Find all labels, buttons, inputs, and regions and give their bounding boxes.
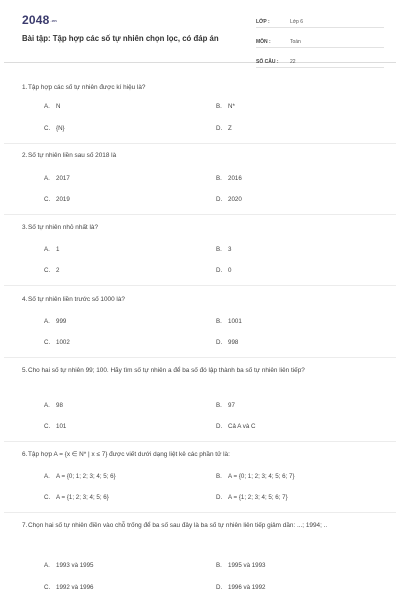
worksheet-page: 2048.vn Bài tập: Tập hợp các số tự nhiên chọn lọc, có đáp án LỚP : Lớp 6 MÔN : Toán SỐ CÂU : 22 1. Tập hợp các số tự nhiên được kí hiệu là? A. N B. N* C. {N} D. Z 2. Số tự nhiên liền sau số 2018 là A. 2017 B. 2016 C. 2019 D. 2020 3. Số tự nhiên nhỏ nhất là? A. 1 B. 3 C. 2 D. 0 4. Số tự nhiên liền trước số 1000 là? A. 999 B. 1001 C. 1002 D. 998 5. Cho hai số tự nhiên 99; 100. Hãy tìm số tự nhiên a để ba số đó lập thành ba số tự nhiên liên tiếp? A. 98 B. 97 C. 101 D. Cả A và C 6. Tập hợp A = {x ∈ N* | x ≤ 7} được viết dưới dạng liệt kê các phần tử là: A. A = {0; 1; 2; 3; 4; 5; 6} B. A = {0; 1; 2; 3; 4; 5; 6; 7} C. A = {1; 2; 3; 4; 5; 6} D. A = {1; 2; 3; 4; 5; 6; 7} 7. Chọn hai số tự nhiên điền vào chỗ trống để ba số sau đây là ba số tự nhiên liên tiếp giảm dần: ...; 1994; .. A. 1993 và 1995 B. 1995 và 1993 C. 1992 và 1996 D. 1996 và 1992 <box>4 0 396 600</box>
option-d[interactable]: D. 1996 và 1992 <box>216 584 266 591</box>
option-b[interactable]: B. 1995 và 1993 <box>216 562 266 569</box>
option-a[interactable]: A. 98 <box>44 402 63 409</box>
page-title: Bài tập: Tập hợp các số tự nhiên chọn lọc, có đáp án <box>22 34 219 43</box>
option-a[interactable]: A. 999 <box>44 318 67 325</box>
option-b[interactable]: B. 1001 <box>216 318 242 325</box>
meta-row-class: LỚP : Lớp 6 <box>256 14 384 28</box>
question-text: Số tự nhiên nhỏ nhất là? <box>28 224 99 231</box>
option-a[interactable]: A. A = {0; 1; 2; 3; 4; 5; 6} <box>44 473 116 480</box>
option-d[interactable]: D. A = {1; 2; 3; 4; 5; 6; 7} <box>216 494 288 501</box>
option-a[interactable]: A. 2017 <box>44 175 70 182</box>
option-b[interactable]: B. N* <box>216 103 235 110</box>
question-divider <box>4 285 396 286</box>
option-c[interactable]: C. 1002 <box>44 339 70 346</box>
option-b[interactable]: B. 2016 <box>216 175 242 182</box>
option-c[interactable]: C. A = {1; 2; 3; 4; 5; 6} <box>44 494 109 501</box>
option-b[interactable]: B. A = {0; 1; 2; 3; 4; 5; 6; 7} <box>216 473 295 480</box>
question-divider <box>4 441 396 442</box>
question-divider <box>4 357 396 358</box>
option-c[interactable]: C. 2019 <box>44 196 70 203</box>
question-text: Số tự nhiên liền sau số 2018 là <box>28 152 117 159</box>
option-b[interactable]: B. 3 <box>216 246 232 253</box>
question-text: Số tự nhiên liền trước số 1000 là? <box>28 296 125 303</box>
option-d[interactable]: D. Z <box>216 125 232 132</box>
option-d[interactable]: D. 998 <box>216 339 239 346</box>
site-logo[interactable]: 2048.vn <box>22 13 57 27</box>
option-c[interactable]: C. 2 <box>44 267 60 274</box>
option-d[interactable]: D. 2020 <box>216 196 242 203</box>
option-c[interactable]: C. {N} <box>44 125 65 132</box>
meta-row-subject: MÔN : Toán <box>256 34 384 48</box>
question-text: Tập hợp A = {x ∈ N* | x ≤ 7} được viết dưới dạng liệt kê các phần tử là: <box>28 451 230 458</box>
worksheet-meta <box>256 14 384 68</box>
option-a[interactable]: A. 1993 và 1995 <box>44 562 94 569</box>
option-c[interactable]: C. 1992 và 1996 <box>44 584 94 591</box>
option-a[interactable]: A. N <box>44 103 61 110</box>
question-divider <box>4 512 396 513</box>
question-text: Tập hợp các số tự nhiên được kí hiệu là? <box>28 84 146 91</box>
question-divider <box>4 214 396 215</box>
worksheet-header <box>4 0 396 63</box>
meta-row-count: SỐ CÂU : 22 <box>256 54 384 68</box>
question-text: Chọn hai số tự nhiên điền vào chỗ trống để ba số sau đây là ba số tự nhiên liên tiếp giảm dần: ...; 1994; .. <box>28 522 328 529</box>
option-c[interactable]: C. 101 <box>44 423 67 430</box>
question-divider <box>4 143 396 144</box>
option-b[interactable]: B. 97 <box>216 402 235 409</box>
option-a[interactable]: A. 1 <box>44 246 60 253</box>
option-d[interactable]: D. Cả A và C <box>216 423 256 430</box>
option-d[interactable]: D. 0 <box>216 267 232 274</box>
question-text: Cho hai số tự nhiên 99; 100. Hãy tìm số tự nhiên a để ba số đó lập thành ba số tự nhiên liên tiếp? <box>28 367 305 374</box>
